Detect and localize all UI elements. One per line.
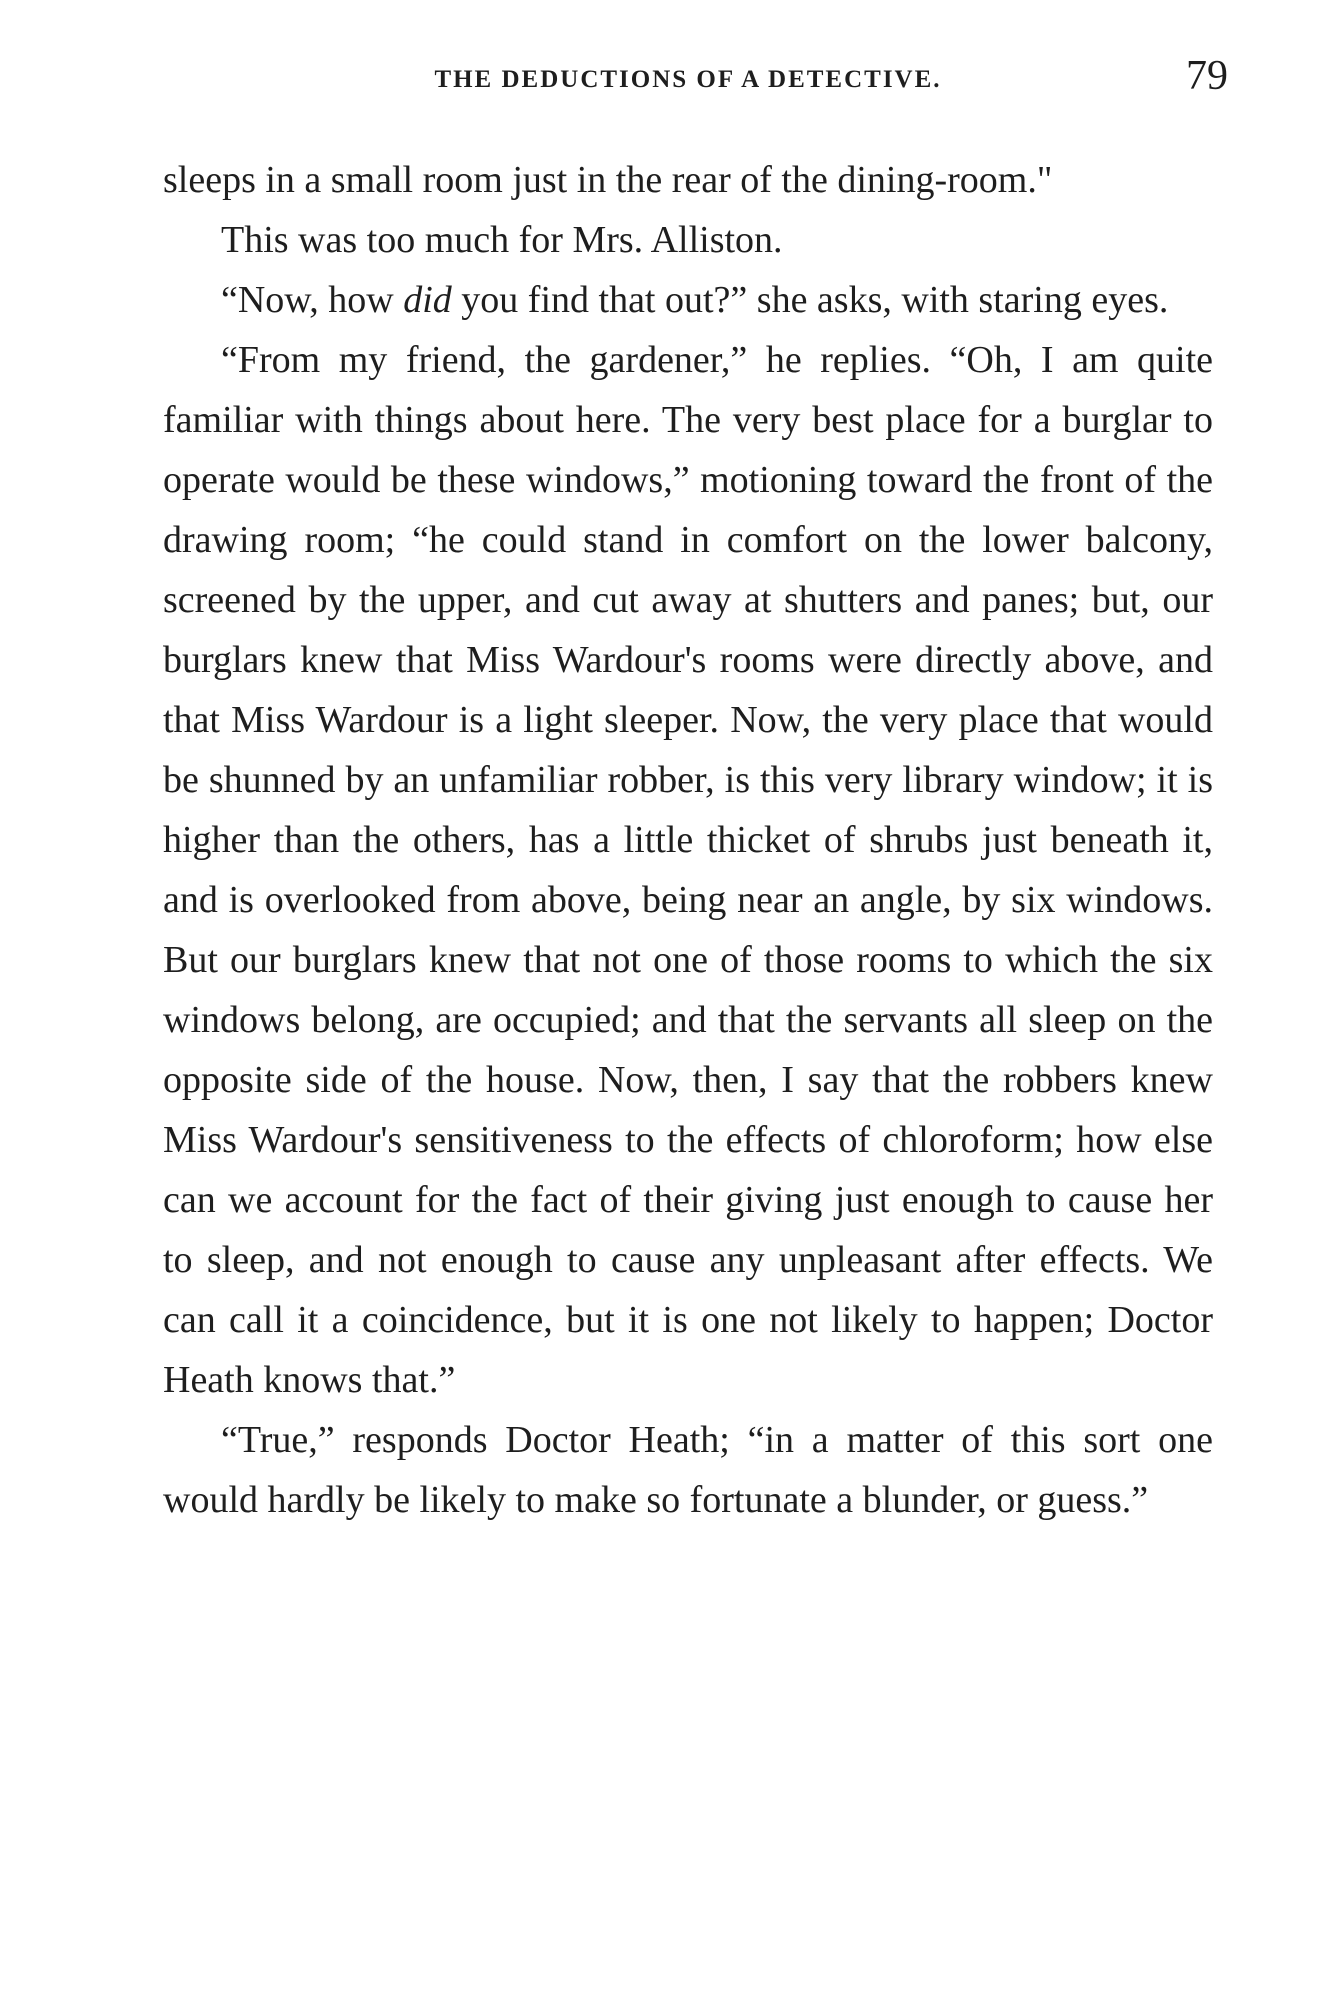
- paragraph: sleeps in a small room just in the rear of the dining-room.": [163, 159, 1053, 201]
- body-text: [163, 150, 1213, 1530]
- chapter-title: THE DEDUCTIONS OF A DETECTIVE.: [434, 66, 942, 93]
- emphasized-word: did: [403, 279, 452, 321]
- paragraph: “From my friend, the gardener,” he replies. “Oh, I am quite familiar with things about here. The very best place for a burglar to operate would be these windows,” motioning toward the front of the drawing room; “he could stand in comfort on the lower balcony, screened by the upper, and cut away at shutters and panes; but, our burglars knew that Miss Wardour's rooms were directly above, and that Miss Wardour is a light sleeper. Now, the very place that would be shunned by an unfamiliar robber, is this very library window; it is higher than the others, has a little thicket of shrubs just beneath it, and is overlooked from above, being near an angle, by six windows. But our burglars knew that not one of those rooms to which the six windows belong, are occupied; and that the servants all sleep on the opposite side of the house. Now, then, I say that the robbers knew Miss Wardour's sensitiveness to the effects of chloroform; how else can we account for the fact of their giving just enough to cause her to sleep, and not enough to cause any unpleasant after effects. We can call it a coincidence, but it is one not likely to happen; Doctor Heath knows that.”: [163, 339, 1213, 1401]
- paragraph-text: you find that out?” she asks, with staring eyes.: [451, 279, 1169, 321]
- paragraph-text: “Now, how: [221, 279, 404, 321]
- paragraph: This was too much for Mrs. Alliston.: [221, 219, 783, 261]
- running-head: [163, 52, 1228, 108]
- page-number: 79: [1186, 53, 1228, 99]
- paragraph: “True,” responds Doctor Heath; “in a matter of this sort one would hardly be likely to make so fortunate a blunder, or guess.”: [163, 1419, 1213, 1521]
- book-page: [163, 52, 1228, 1530]
- paragraph: [163, 270, 1213, 330]
